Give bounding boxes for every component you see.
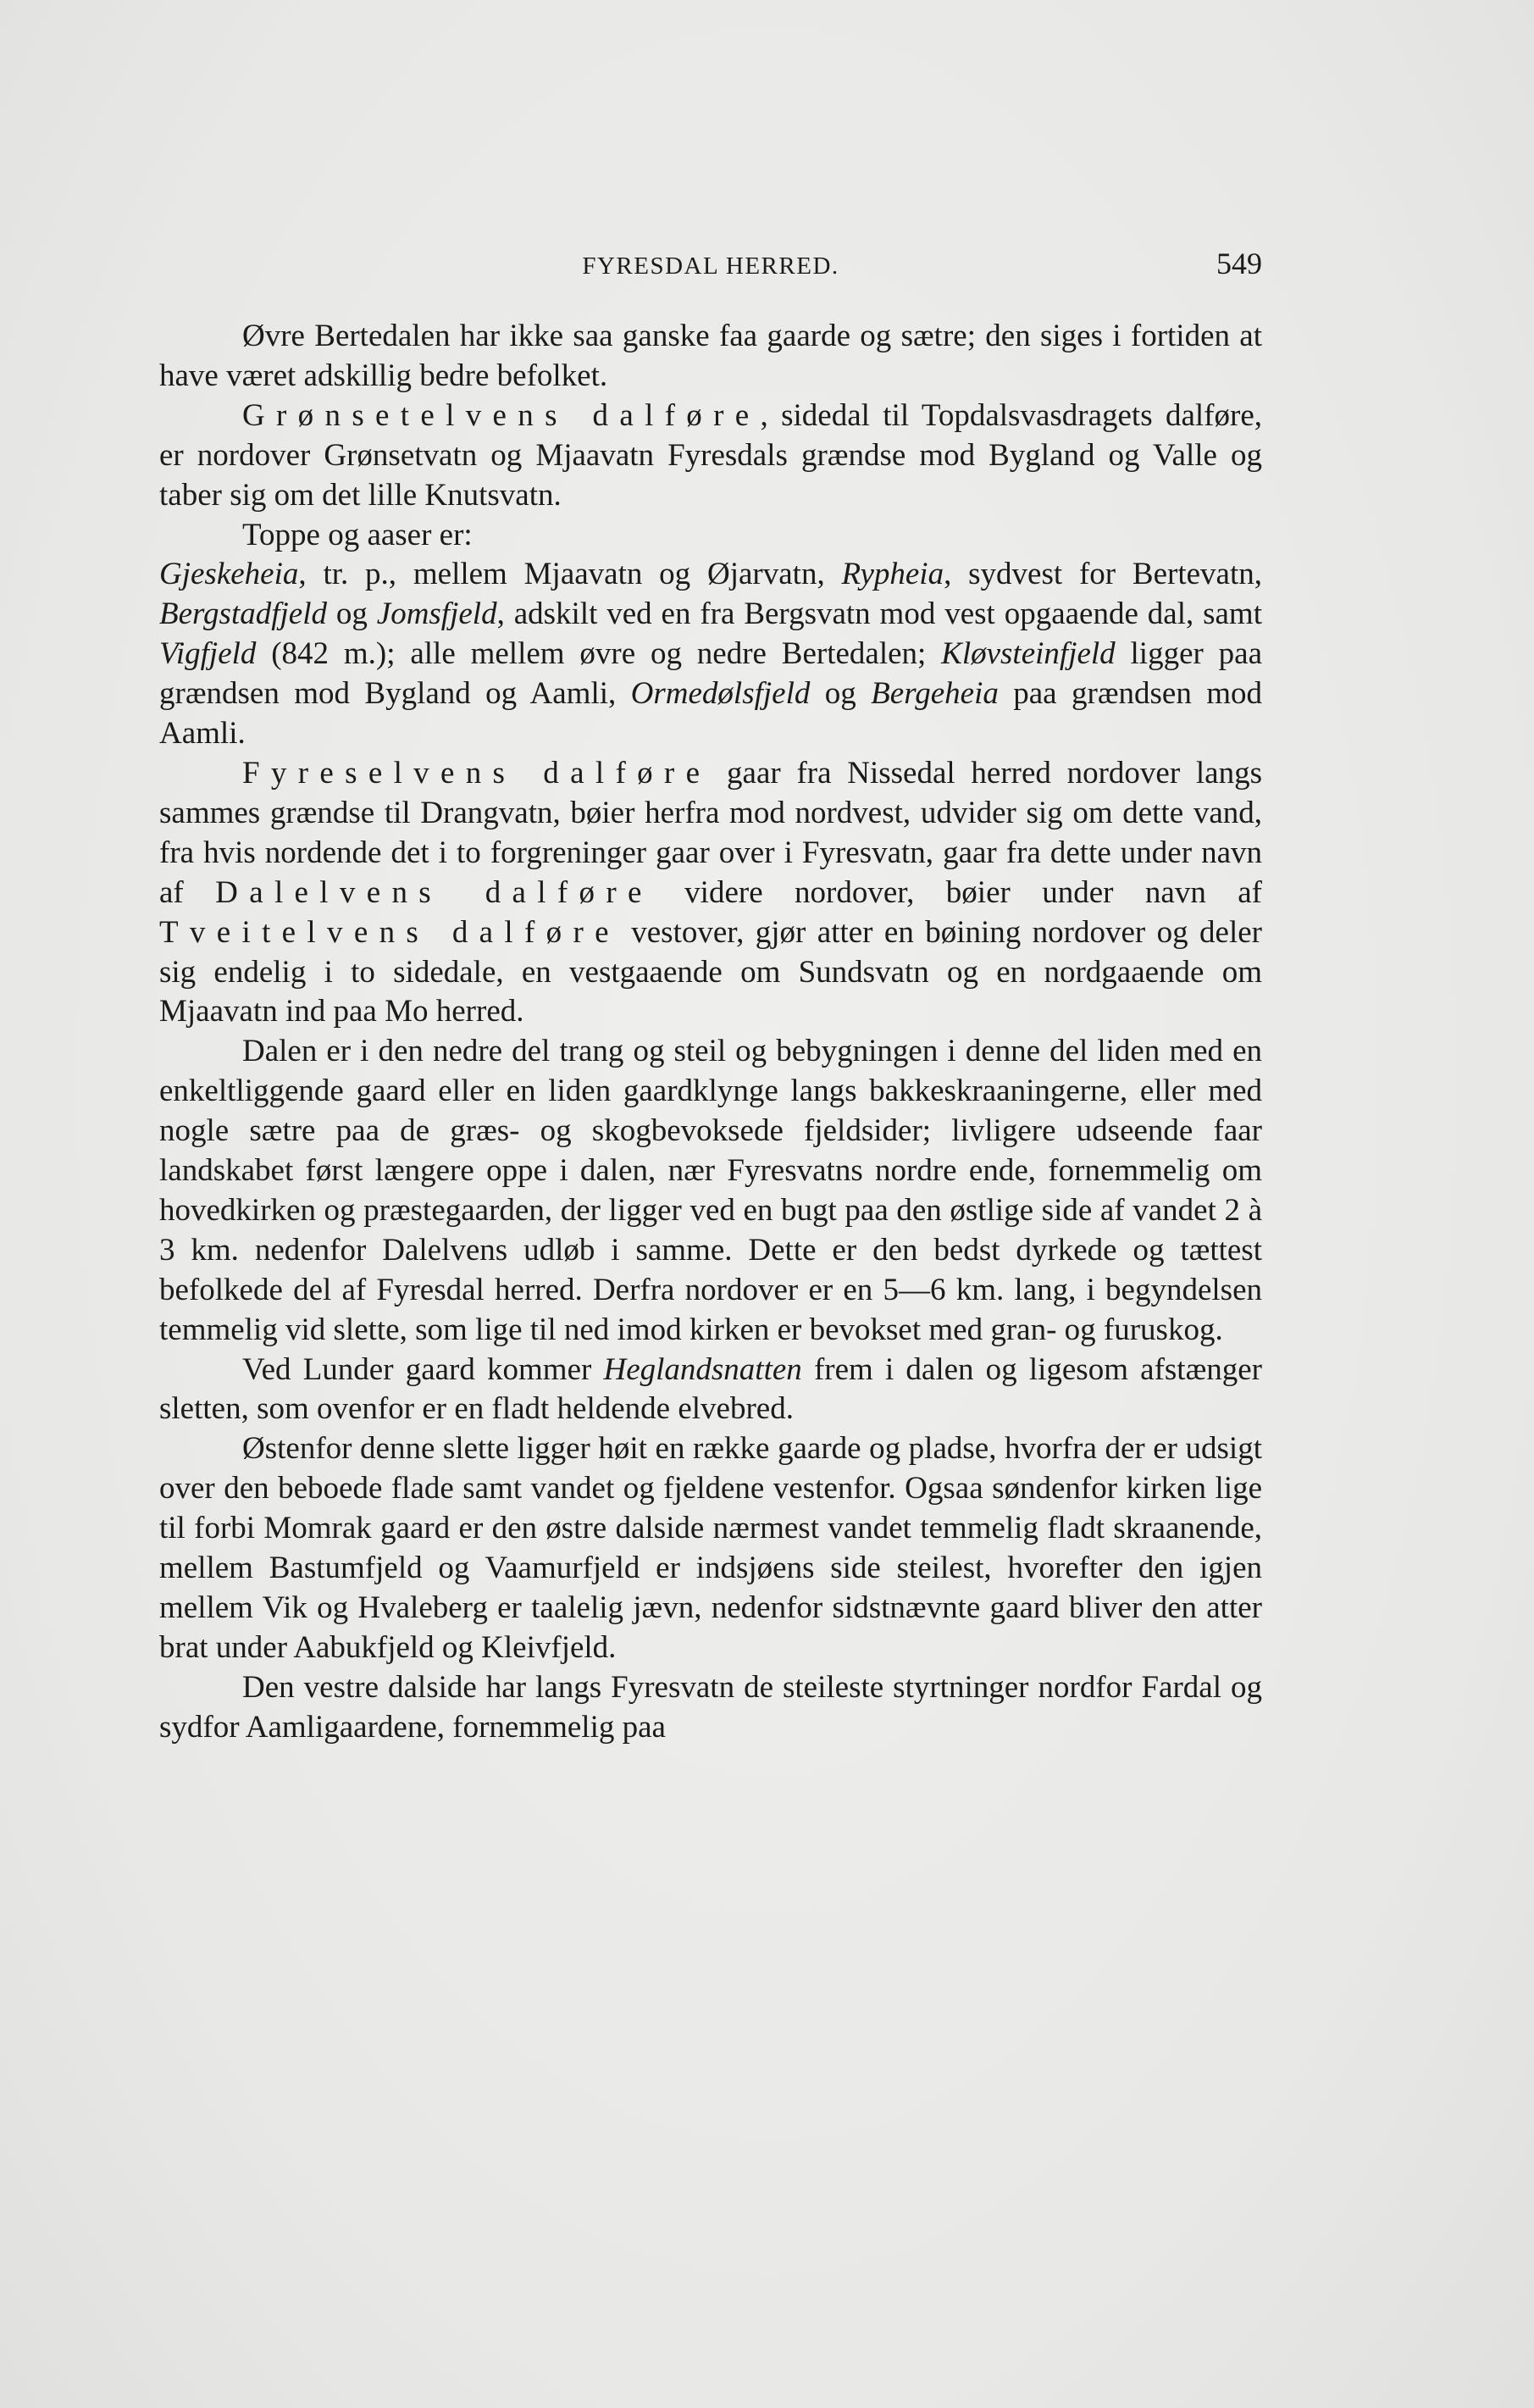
text-run: , tr. p., mellem Mjaavatn og Øjarvatn,: [298, 557, 842, 592]
body-text: [159, 317, 1262, 1748]
text-run: gaar fra Nissedal herred nordover langs sammes grændse til Drangvatn, bøier herfra mod nordvest, udvider sig om dette vand, fra hvis nordende det i to forgreninger gaar over i Fyresvatn, gaar fra dette under navn af: [159, 755, 1263, 910]
paragraph: [159, 1032, 1262, 1350]
spaced-heading-run: Tveitelvens dalføre: [159, 914, 620, 950]
running-title: FYRESDAL HERRED.: [582, 252, 839, 280]
text-run: videre nordover, bøier under navn af: [652, 874, 1262, 910]
text-run: Den vestre dalside har langs Fyresvatn de steileste styrtninger nordfor Fardal og sydfor Aamligaardene, fornemmelig paa: [159, 1669, 1262, 1745]
paragraph: [159, 1351, 1262, 1430]
text-run: og: [810, 676, 872, 712]
place-name-italic: Bergstadfjeld: [159, 596, 327, 632]
place-name-italic: Gjeskeheia: [159, 557, 299, 592]
paragraph: [159, 317, 1262, 397]
place-name-italic: Bergeheia: [871, 676, 999, 712]
paragraph: [159, 1668, 1262, 1748]
place-name-italic: Jomsfjeld: [376, 596, 497, 632]
text-run: Østenfor denne slette ligger høit en række gaarde og pladse, hvorfra der er udsigt over den beboede flade samt vandet og fjeldene vestenfor. Ogsaa søndenfor kirken lige til forbi Momrak gaard er den østre dalside nærmest vandet temmelig fladt skraanende, mellem Bastumfjeld og Vaamurfjeld er indsjøens side steilest, hvorefter den igjen mellem Vik og Hvaleberg er taalelig jævn, nedenfor sidstnævnte gaard bliver den atter brat under Aabukfjeld og Kleivfjeld.: [159, 1431, 1262, 1665]
paragraph: [159, 754, 1262, 1032]
spaced-heading-run: Fyreselvens dalføre: [242, 755, 712, 791]
text-run: frem i dalen og ligesom afstænger sletten, som ovenfor er en fladt heldende elvebred.: [159, 1351, 1262, 1427]
text-run: ligger paa grændsen mod Bygland og Aamli,: [159, 636, 1262, 712]
text-run: Toppe og aaser er:: [242, 517, 473, 552]
running-head: [159, 246, 1262, 288]
text-run: , sidedal til Topdalsvasdragets dalføre, er nordover Grønsetvatn og Mjaavatn Fyresdals grændse mod Bygland og Valle og taber sig om det lille Knutsvatn.: [159, 397, 1262, 513]
paragraph: [159, 397, 1262, 516]
place-name-italic: Vigfjeld: [159, 636, 257, 672]
text-run: og: [327, 596, 377, 632]
place-name-italic: Kløvsteinfjeld: [941, 636, 1116, 672]
text-run: paa grændsen mod Aamli.: [159, 676, 1262, 752]
text-run: Dalen er i den nedre del trang og steil og bebygningen i denne del liden med en enkeltliggende gaard eller en liden gaardklynge langs bakkeskraaningerne, eller med nogle sætre paa de græs- og skogbevoksede fjeldsider; livligere udseende faar landskabet først længere oppe i dalen, nær Fyresvatns nordre ende, fornemmelig om hovedkirken og præstegaarden, der ligger ved en bugt paa den østlige side af vandet 2 à 3 km. nedenfor Dalelvens udløb i samme. Dette er den bedst dyrkede og tættest befolkede del af Fyresdal herred. Derfra nordover er en 5—6 km. lang, i begyndelsen temmelig vid slette, som lige til ned imod kirken er bevokset med gran- og furuskog.: [159, 1034, 1262, 1347]
page-number: 549: [1216, 247, 1262, 280]
spaced-heading-run: Dalelvens dalføre: [215, 874, 653, 910]
text-run: (842 m.); alle mellem øvre og nedre Bertedalen;: [256, 636, 942, 672]
spaced-heading-run: Grønsetelvens dalføre: [242, 397, 761, 433]
paragraph: [159, 516, 1262, 556]
text-run: Øvre Bertedalen har ikke saa ganske faa gaarde og sætre; den siges i fortiden at have været adskillig bedre befolket.: [159, 319, 1262, 393]
text-run: vestover, gjør atter en bøining nordover og deler sig endelig i to sidedale, en vestgaaende om Sundsvatn og en nordgaaende om Mjaavatn ind paa Mo herred.: [159, 914, 1262, 1029]
place-name-italic: Rypheia: [841, 557, 944, 592]
paragraph: [159, 1429, 1262, 1667]
place-name-italic: Heglandsnatten: [603, 1351, 802, 1387]
text-run: , sydvest for Bertevatn,: [944, 557, 1262, 592]
paragraph: [159, 555, 1262, 754]
text-run: , adskilt ved en fra Bergsvatn mod vest opgaaende dal, samt: [496, 596, 1262, 632]
place-name-italic: Ormedølsfjeld: [630, 676, 811, 712]
text-run: Ved Lunder gaard kommer: [242, 1351, 604, 1387]
